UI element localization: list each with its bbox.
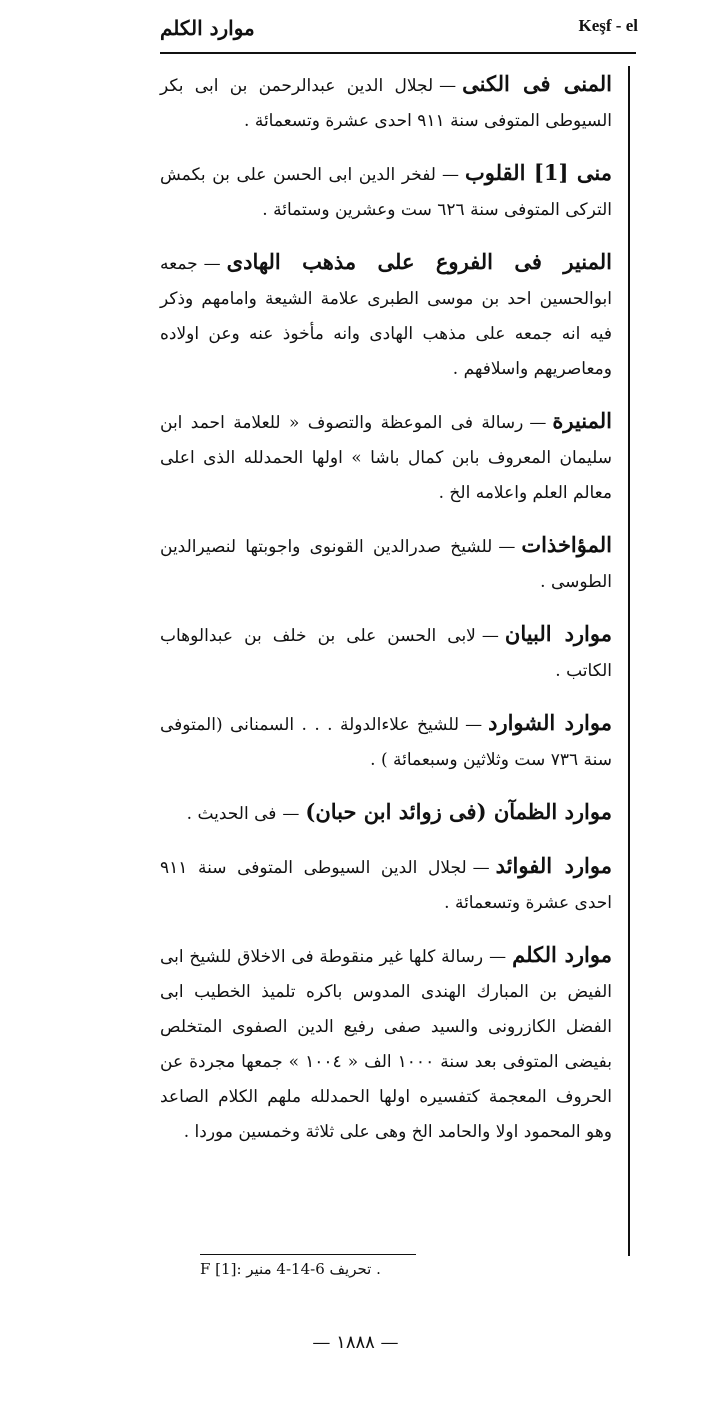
entry-separator: — (465, 715, 483, 735)
entry-text: رسالة كلها غير منقوطة فى الاخلاق للشيخ ابى الفيض بن المبارك الهندى المدوس باكره تلميذ الخطيب ابى الفضل الكازرونى والسيد صفى رفيع الدين الصفوى المتخلص بفيضى المتوفى بعد سنة ١٠٠٠ الف « ١٠٠٤ » جمعها مجردة عن الحروف المعجمة كتفسيره اولها الحمدلله ملهم الكلام الصاعد وهو المحمود اولا والحامد الخ وهى على ثلاثة وخمسين موردا . (160, 947, 612, 1142)
entry (160, 527, 612, 600)
entry-separator: — (529, 413, 547, 433)
entry-title: موارد الظمآن (فى زوائد ابن حبان) (305, 799, 612, 824)
header-rule (160, 52, 636, 54)
entry-text: لجلال الدين عبدالرحمن بن ابى بكر السيوطى المتوفى سنة ٩١١ احدى عشرة وتسعمائة . (160, 76, 612, 131)
entry-separator: — (498, 537, 516, 557)
entry-text: للشيخ صدرالدين القونوى واجوبتها لنصيرالدين الطوسى . (160, 537, 612, 592)
entry (160, 794, 612, 832)
entry (160, 848, 612, 921)
entry-text: فى الحديث . (186, 804, 277, 824)
entry-title: موارد البيان (504, 621, 612, 646)
entry (160, 403, 612, 511)
entry (160, 616, 612, 689)
entry-text: لجلال الدين السيوطى المتوفى سنة ٩١١ احدى عشرة وتسعمائة . (160, 858, 612, 913)
entry-text: لفخر الدين ابى الحسن على بن بكمش التركى المتوفى سنة ٦٢٦ ست وعشرين وستمائة . (160, 165, 612, 220)
running-head (160, 10, 638, 50)
entry-separator: — (441, 165, 459, 185)
entry-separator: — (481, 626, 499, 646)
entry-text: لابى الحسن على بن خلف بن عبدالوهاب الكاتب . (160, 626, 612, 681)
entry-title: المنى فى الكنى (462, 71, 612, 96)
entry-separator: — (203, 254, 221, 274)
entry-separator: — (489, 947, 507, 967)
entry-text: رسالة فى الموعظة والتصوف « للعلامة احمد ابن سليمان المعروف بابن كمال باشا » اولها الحمدلله الذى اعلى معالم العلم واعلامه الخ . (160, 413, 612, 503)
entry-separator: — (439, 76, 457, 96)
page-title: موارد الكلم (160, 16, 255, 40)
page-number: — ١٨٨٨ — (312, 1332, 399, 1353)
entry-title: المؤاخذات (521, 532, 612, 557)
footnote: . تحريف 6-14-4 منير :F [1] (200, 1260, 381, 1278)
entry (160, 705, 612, 778)
entry-title: موارد الشوارد (488, 710, 612, 735)
entry-title: منى [1] القلوب (464, 160, 612, 185)
entry (160, 66, 612, 139)
running-title: Keşf - el (578, 16, 638, 35)
entry (160, 937, 612, 1150)
entry-separator: — (472, 858, 490, 878)
entry (160, 155, 612, 228)
entry-text: جمعه ابوالحسين احد بن موسى الطبرى علامة الشيعة وامامهم وذكر فيه انه جمعه على مذهب الهادى وانه مأخوذ عنه وعن اولاده ومعاصريهم واسلافهم . (160, 254, 612, 379)
entry-text: للشيخ علاءالدولة . . . السمنانى (المتوفى سنة ٧٣٦ ست وثلاثين وسبعمائة ) . (160, 715, 612, 770)
footnote-rule (200, 1254, 416, 1255)
entry-separator: — (282, 804, 300, 824)
column-rule (628, 66, 630, 1256)
entry-title: المنيرة (552, 408, 612, 433)
entry-title: موارد الفوائد (495, 853, 612, 878)
entry-list (160, 66, 612, 1166)
entry (160, 244, 612, 387)
entry-title: موارد الكلم (512, 942, 612, 967)
entry-title: المنير فى الفروع على مذهب الهادى (226, 249, 612, 274)
